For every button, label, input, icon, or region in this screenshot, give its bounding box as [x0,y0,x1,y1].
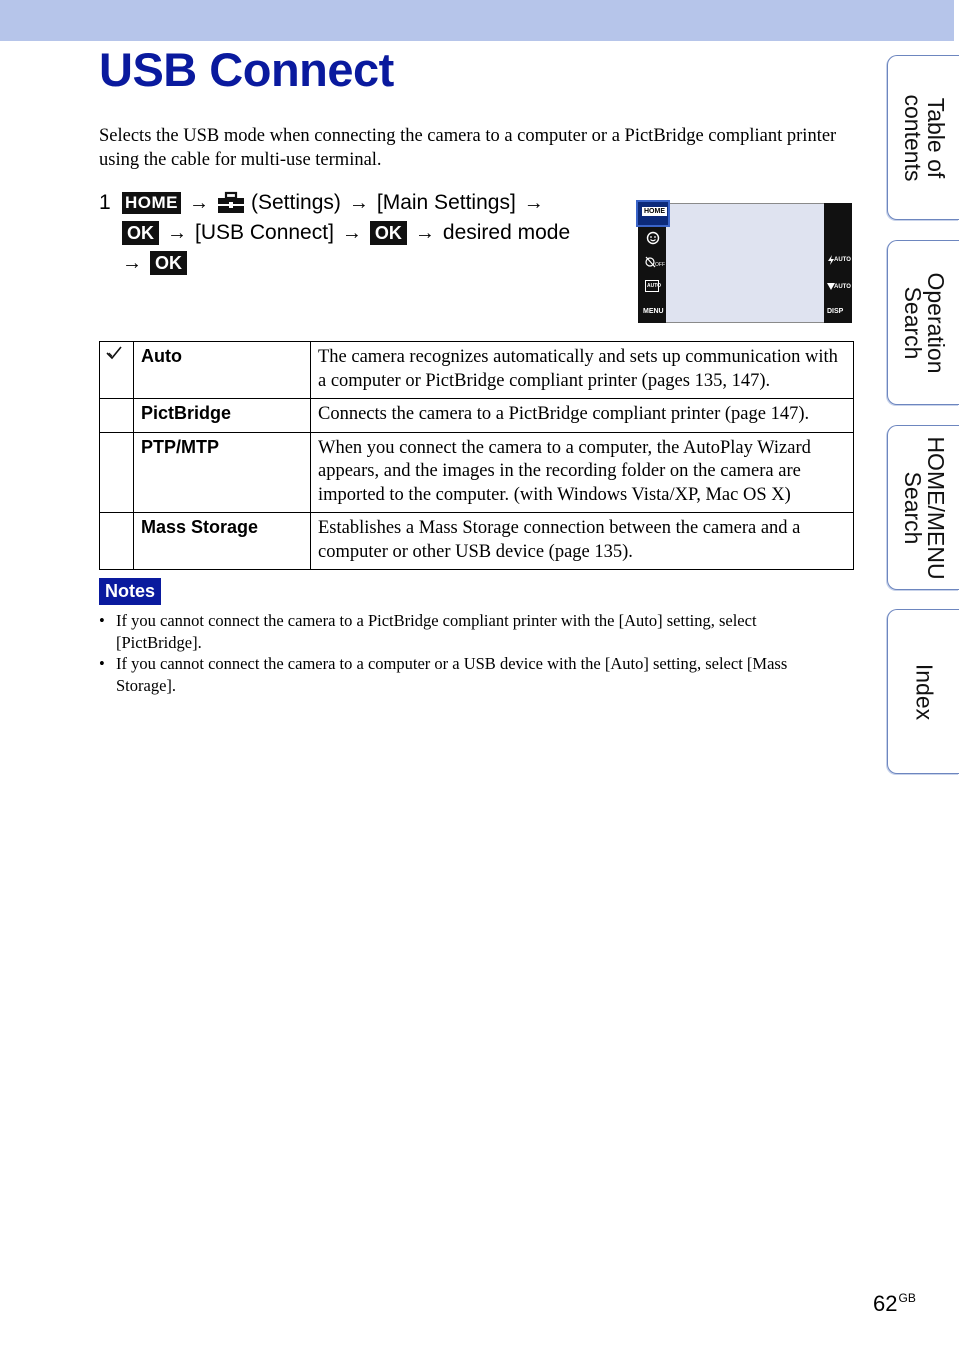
lcd-screen [638,203,852,323]
arrow-icon: → [341,222,362,244]
settings-label: (Settings) [251,191,341,214]
tab-table-of-contents[interactable] [887,55,959,220]
home-button-icon: HOME [122,192,181,214]
main-settings-label: [Main Settings] [376,191,516,214]
svg-text:OFF: OFF [655,262,665,268]
flash-auto-label: AUTO [834,257,851,263]
arrow-icon: → [167,222,187,244]
tab-operation-search[interactable] [887,240,959,405]
arrow-icon: → [348,192,369,214]
ok-button-icon: OK [370,221,407,245]
tab-index[interactable] [887,609,959,774]
mode-description: When you connect the camera to a computer, the AutoPlay Wizard appears, and the images in the recording folder on the camera are imported to the computer. (with Windows Vista/XP, Mac OS X) [311,432,854,513]
note-item: • If you cannot connect the camera to a computer or a USB device with the [Auto] setting, select [Mass Storage]. [99,653,839,696]
intro-text: Selects the USB mode when connecting the camera to a computer or a PictBridge compliant printer using the cable for multi-use terminal. [99,126,837,170]
page-number-suffix: GB [898,1291,916,1305]
default-marker-cell [100,342,134,399]
default-marker-cell [100,432,134,513]
tab-label: Operation Search [899,271,949,373]
tab-label: Table of contents [899,94,949,181]
camera-lcd-illustration [636,200,852,323]
page-title: USB Connect [99,43,394,96]
mode-name: Mass Storage [134,513,311,570]
default-marker-cell [100,399,134,433]
arrow-icon: → [523,192,544,214]
notes-heading: Notes [99,578,161,605]
lcd-disp-label: DISP [827,308,844,315]
lcd-home-label: HOME [644,208,665,215]
page-number-value: 62 [873,1291,898,1316]
tab-label: Index [911,663,937,720]
default-marker-cell [100,513,134,570]
ok-button-icon: OK [150,251,187,275]
mode-name: Auto [134,342,311,399]
table-row [100,513,854,570]
usb-connect-label: [USB Connect] [195,221,334,244]
iso-auto-icon [645,280,662,292]
tab-label: HOME/MENU Search [899,435,949,580]
usb-mode-table [99,341,854,570]
settings-toolbox-icon [217,192,245,214]
notes-list [99,610,839,696]
mode-name: PictBridge [134,399,311,433]
mode-description: Establishes a Mass Storage connection between the camera and a computer or other USB device (page 135). [311,513,854,570]
mode-description: The camera recognizes automatically and sets up communication with a computer or PictBridge compliant printer (pages 135, 147). [311,342,854,399]
ok-button-icon: OK [122,221,159,245]
page-number [873,1291,916,1317]
mode-description: Connects the camera to a PictBridge compliant printer (page 147). [311,399,854,433]
table-row [100,432,854,513]
table-row [100,342,854,399]
table-row [100,399,854,433]
iso-auto-label: AUTO [647,283,662,289]
note-item: • If you cannot connect the camera to a PictBridge compliant printer with the [Auto] setting, select [PictBridge]. [99,610,839,653]
header-band [0,0,954,41]
arrow-icon: → [414,222,435,244]
check-icon [106,346,122,360]
step-number: 1 [99,191,111,214]
mode-name: PTP/MTP [134,432,311,513]
face-detection-off-icon [645,256,663,268]
tab-home-menu-search[interactable] [887,425,959,590]
arrow-icon: → [189,192,209,214]
step-instructions [122,188,622,278]
smile-shutter-icon [646,231,660,245]
desired-mode-label: desired mode [442,221,571,244]
lcd-home-button [636,200,670,227]
arrow-icon: → [122,252,142,274]
lcd-menu-label: MENU [643,308,664,315]
wb-auto-label: AUTO [834,284,851,290]
